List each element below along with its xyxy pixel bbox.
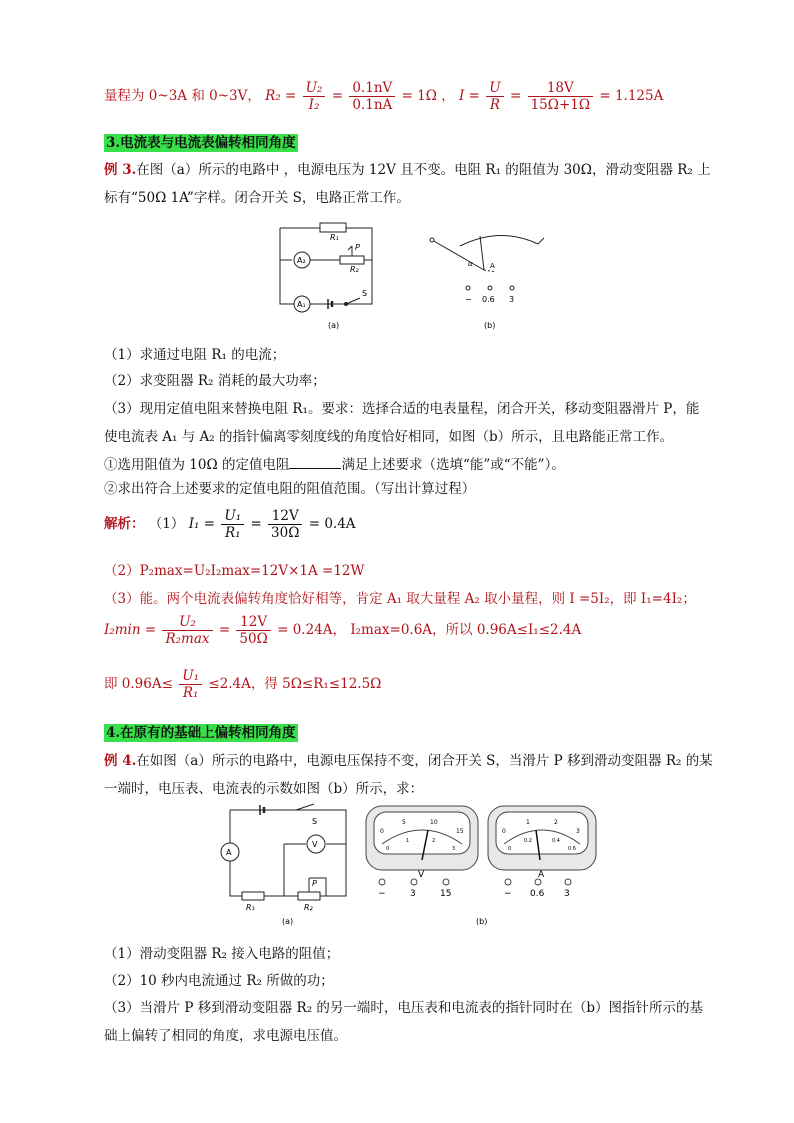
v-inner-1: 1: [406, 838, 410, 844]
a-label: A: [490, 262, 495, 270]
question-3-1: （1）求通过电阻 R₁ 的电流；: [104, 347, 286, 363]
p-label: P: [312, 879, 317, 888]
v-scale-10: 10: [430, 819, 438, 826]
example-4-text-2: 一端时，电压表、电流表的示数如图（b）所示，求：: [104, 781, 424, 797]
question-4-1: （1）滑动变阻器 R₂ 接入电路的阻值；: [104, 946, 340, 962]
v-scale-0: 0: [380, 828, 384, 835]
circuit-diagram-4a: [216, 800, 356, 930]
caption-4a: (a): [282, 917, 294, 926]
v-scale-5: 5: [402, 819, 406, 826]
a-scale-1: 1: [526, 819, 530, 826]
meters-figure-4b: [362, 800, 602, 932]
example-3-text-2: 标有“50Ω 1A”字样。闭合开关 S，电路正常工作。: [104, 190, 410, 206]
alpha-label: α: [468, 260, 473, 268]
a-inner-02: 0.2: [524, 838, 532, 844]
a-minus: −: [504, 889, 512, 899]
solution-line-3: （3）能。两个电流表偏转角度恰好相等，肯定 A₁ 取大量程 A₂ 取小量程，则 I =5I₂，即 I₁=4I₂；: [104, 591, 696, 607]
a-inner-0: 0: [508, 846, 512, 852]
caption-a: (a): [328, 321, 340, 330]
r1-label: R₁: [246, 903, 255, 912]
v-terminal-15: 15: [440, 889, 452, 899]
r2-label: R₂: [350, 265, 359, 274]
question-4-3a: （3）当滑片 P 移到滑动变阻器 R₂ 的另一端时，电压表和电流表的指针同时在（b）图指针所示的基: [104, 1000, 704, 1016]
caption-b: (b): [484, 321, 496, 330]
u2-over-i2: $\frac{\text{U₂}}{\text{I₂}}$: [303, 80, 326, 113]
example-3-text: 例 3.在图（a）所示的电路中 ，电源电压为 12V 且不变。电阻 R₁ 的阻值为 30Ω，滑动变阻器 R₂ 上: [104, 162, 711, 178]
solution-line-1: 解析： （1） I₁ = $\frac{\text{U₁}}{\text{R₁}}$ = $\frac{12V}{30\Omega}$ = 0.4A: [104, 508, 356, 541]
v-label: V: [312, 840, 318, 849]
u-over-r: $\frac{U}{R}$: [486, 80, 503, 113]
a-scale-0: 0: [502, 828, 506, 835]
a-unit: A: [538, 870, 545, 880]
current-fraction: $\frac{18V}{15\Omega+1\Omega}$: [528, 80, 593, 113]
question-3-3a: （3）现用定值电阻来替换电阻 R₁。要求：选择合适的电表量程，闭合开关，移动变阻器滑片 P，能: [104, 401, 700, 417]
s-label: S: [312, 817, 318, 826]
r2-label: R₂: [304, 903, 313, 912]
v-minus: −: [378, 889, 386, 899]
a-inner-04: 0.4: [552, 838, 560, 844]
answer-blank[interactable]: [289, 456, 341, 469]
question-3-3b: 使电流表 A₁ 与 A₂ 的指针偏离零刻度线的角度恰好相同，如图（b）所示，且电路能正常工作。: [104, 429, 674, 445]
solution-line-5: 即 0.96A≤ $\frac{\text{U₁}}{\text{R₁}}$ ≤2.4A，得 5Ω≤R₁≤12.5Ω: [104, 668, 382, 701]
minus-terminal: −: [465, 295, 472, 304]
question-4-3b: 础上偏转了相同的角度，求电源电压值。: [104, 1028, 347, 1044]
v-terminal-3: 3: [410, 889, 416, 899]
example-4-text: 例 4.在如图（a）所示的电路中，电源电压保持不变，闭合开关 S，当滑片 P 移到滑动变阻器 R₂ 的某: [104, 753, 713, 769]
section-3-heading: 3.电流表与电流表偏转相同角度: [106, 135, 296, 151]
a-label: A: [226, 848, 232, 857]
solution-line-2: （2）P₂max=U₂I₂max=12V×1A =12W: [104, 563, 365, 579]
v-inner-0: 0: [386, 846, 390, 852]
solution-line-4: I₂min = $\frac{\text{U₂}}{\text{R₂max}}$ = $\frac{12V}{50\Omega}$ = 0.24A， I₂max=0.6A，所以 0.96A≤I₁≤2.4A: [104, 614, 582, 647]
terminal-3: 3: [509, 295, 515, 304]
ratio-fraction: $\frac{0.1nV}{0.1nA}$: [349, 80, 395, 113]
range-text: 量程为 0~3A 和 0~3V，: [104, 88, 261, 104]
a2-label: A₂: [297, 256, 306, 265]
a-scale-3: 3: [576, 828, 580, 835]
v-scale-15: 15: [456, 828, 464, 835]
question-3-3c: ①选用阻值为 10Ω 的定值电阻 满足上述要求（选填“能”或“不能”）。: [104, 457, 565, 473]
a1-label: A₁: [297, 300, 306, 309]
section-4-heading: 4.在原有的基础上偏转相同角度: [106, 725, 296, 741]
r2-lhs: R₂ =: [265, 88, 297, 104]
a-terminal-3: 3: [564, 889, 570, 899]
v-inner-2: 2: [432, 838, 436, 844]
p-label: P: [355, 243, 360, 252]
question-3-3d: ②求出符合上述要求的定值电阻的阻值范围。（写出计算过程）: [104, 481, 476, 497]
a-scale-2: 2: [554, 819, 558, 826]
circuit-diagram-3a: [272, 210, 412, 332]
a-terminal-06: 0.6: [530, 889, 545, 899]
a-inner-06: 0.6: [568, 846, 576, 852]
terminal-06: 0.6: [482, 295, 495, 304]
caption-4b: (b): [476, 917, 488, 926]
s-label: S: [362, 289, 368, 298]
v-inner-3: 3: [452, 846, 456, 852]
formula-line: 量程为 0~3A 和 0~3V， R₂ = $\frac{\text{U₂}}{\text{I₂}}$ = $\frac{0.1nV}{0.1nA}$ = 1Ω ， I = $\frac{U}{R}$ = $\frac{18V}{15\Omega+1\Omega}$ = 1.125A: [104, 80, 664, 113]
question-4-2: （2）10 秒内电流通过 R₂ 所做的功；: [104, 973, 334, 989]
question-3-2: （2）求变阻器 R₂ 消耗的最大功率；: [104, 373, 326, 389]
ammeter-dial-3b: [420, 216, 550, 334]
r1-label: R₁: [330, 233, 339, 242]
v-unit: V: [418, 870, 425, 880]
